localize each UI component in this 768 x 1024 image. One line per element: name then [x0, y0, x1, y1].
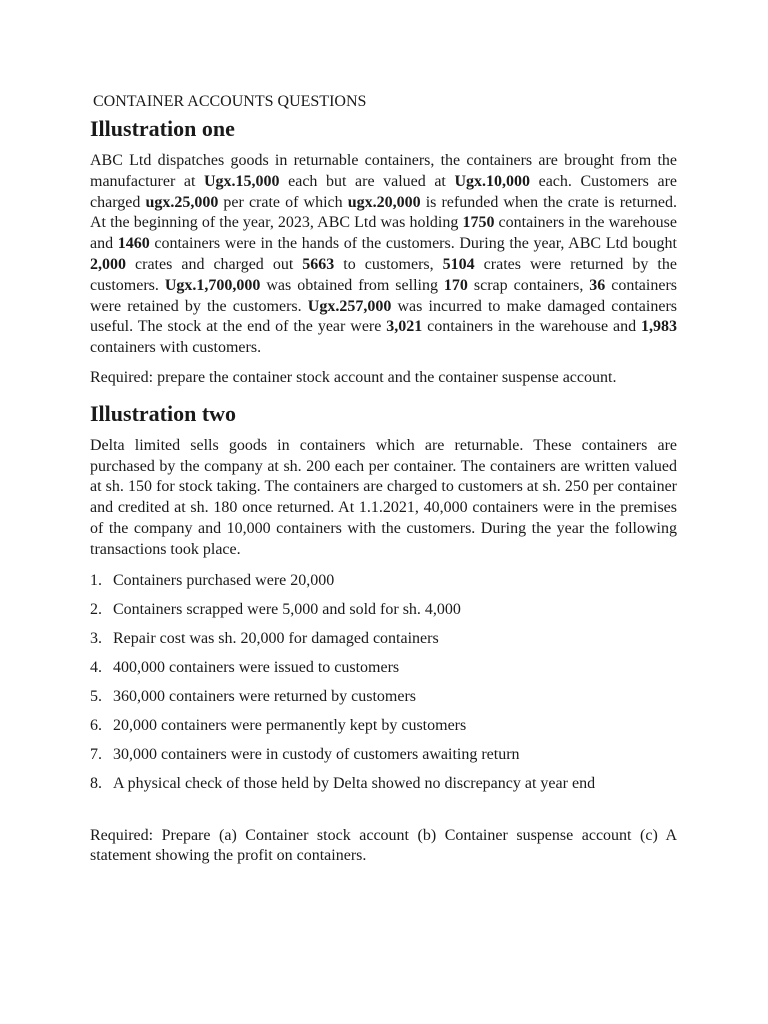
text-run: containers were retained by the customers. — [90, 276, 678, 315]
list-item-text: A physical check of those held by Delta showed no discrepancy at year end — [113, 774, 596, 792]
bold-figure: Ugx.10,000 — [454, 172, 531, 190]
illustration-two-required: Required: Prepare (a) Container stock account (b) Container suspense account (c) A statement showing the profit on containers. — [90, 826, 677, 865]
text-run: containers were in the hands of the customers. During the year, ABC Ltd bought — [149, 235, 677, 253]
text-run: is refunded when the crate is returned. At the beginning of the year, 2023, ABC Ltd was holding — [90, 193, 678, 232]
bold-figure: ugx.20,000 — [347, 193, 421, 211]
list-item-number: 8. — [90, 774, 102, 792]
list-item-text: Repair cost was sh. 20,000 for damaged containers — [113, 629, 439, 647]
illustration-one-heading: Illustration one — [90, 116, 235, 141]
text-run: ABC Ltd dispatches goods in returnable containers, the containers are brought from the manufacturer at — [90, 152, 677, 190]
illustration-two-heading: Illustration two — [90, 400, 237, 426]
document-title: CONTAINER ACCOUNTS QUESTIONS — [93, 93, 367, 110]
bold-figure: 1460 — [117, 235, 150, 253]
list-item-number: 6. — [90, 716, 102, 734]
list-item — [90, 716, 677, 736]
list-item — [90, 658, 677, 678]
bold-figure: ugx.25,000 — [145, 193, 219, 211]
list-item — [90, 600, 677, 620]
text-run: containers in the warehouse and — [90, 214, 678, 253]
illustration-two-paragraph: Delta limited sells goods in containers which are returnable. These containers are purchased by the company at sh. 200 each per container. The containers are written valued at sh. 150 for stock taking. The containers are charged to customers at sh. 250 per container and credited at sh. 180 once returned. At 1.1.2021, 40,000 containers were in the premises of the company and 10,000 containers with the customers. During the year the following transactions took place. — [90, 436, 677, 558]
text-run: was obtained from selling — [260, 276, 444, 294]
bold-figure: 36 — [589, 276, 606, 294]
list-item — [90, 687, 677, 707]
text-run: each. Customers are charged — [90, 172, 678, 211]
list-item-text: 400,000 containers were issued to customers — [113, 658, 400, 676]
bold-figure: 1,983 — [641, 318, 677, 336]
transactions-list — [90, 571, 677, 794]
text-run: containers in the warehouse and — [422, 318, 641, 336]
list-item — [90, 571, 677, 591]
text-run: crates and charged out — [126, 255, 303, 273]
bold-figure: Ugx.1,700,000 — [164, 276, 261, 294]
bold-figure: Ugx.15,000 — [203, 172, 280, 190]
list-item-text: 30,000 containers were in custody of customers awaiting return — [113, 745, 520, 763]
list-item-number: 7. — [90, 745, 102, 763]
list-item-number: 3. — [90, 629, 102, 647]
text-run: per crate of which — [218, 193, 348, 211]
bold-figure: 1750 — [462, 214, 495, 232]
text-run: containers with customers. — [90, 339, 262, 357]
bold-figure: 5663 — [302, 255, 335, 273]
list-item-number: 4. — [90, 658, 102, 676]
list-item — [90, 745, 677, 765]
bold-figure: 3,021 — [386, 318, 423, 336]
bold-figure: 170 — [443, 276, 468, 294]
list-item — [90, 774, 677, 794]
list-item-text: Containers purchased were 20,000 — [113, 571, 335, 589]
illustration-one-required: Required: prepare the container stock account and the container suspense account. — [90, 368, 617, 386]
list-item-number: 5. — [90, 687, 102, 705]
bold-figure: 5104 — [442, 255, 475, 273]
illustration-one-paragraph — [90, 151, 677, 359]
document-page — [90, 92, 677, 867]
text-run: was incurred to make damaged containers useful. The stock at the end of the year were — [90, 297, 678, 336]
list-item-text: Containers scrapped were 5,000 and sold for sh. 4,000 — [113, 600, 461, 618]
text-run: each but are valued at — [279, 172, 455, 190]
bold-figure: Ugx.257,000 — [307, 297, 392, 315]
list-item-text: 360,000 containers were returned by customers — [113, 687, 417, 705]
list-item-number: 2. — [90, 600, 102, 618]
list-item-number: 1. — [90, 571, 102, 589]
list-item — [90, 629, 677, 649]
text-run: to customers, — [334, 255, 443, 273]
text-run: crates were returned by the customers. — [90, 255, 677, 294]
text-run: scrap containers, — [467, 276, 590, 294]
bold-figure: 2,000 — [90, 255, 126, 273]
list-item-text: 20,000 containers were permanently kept by customers — [113, 716, 467, 734]
